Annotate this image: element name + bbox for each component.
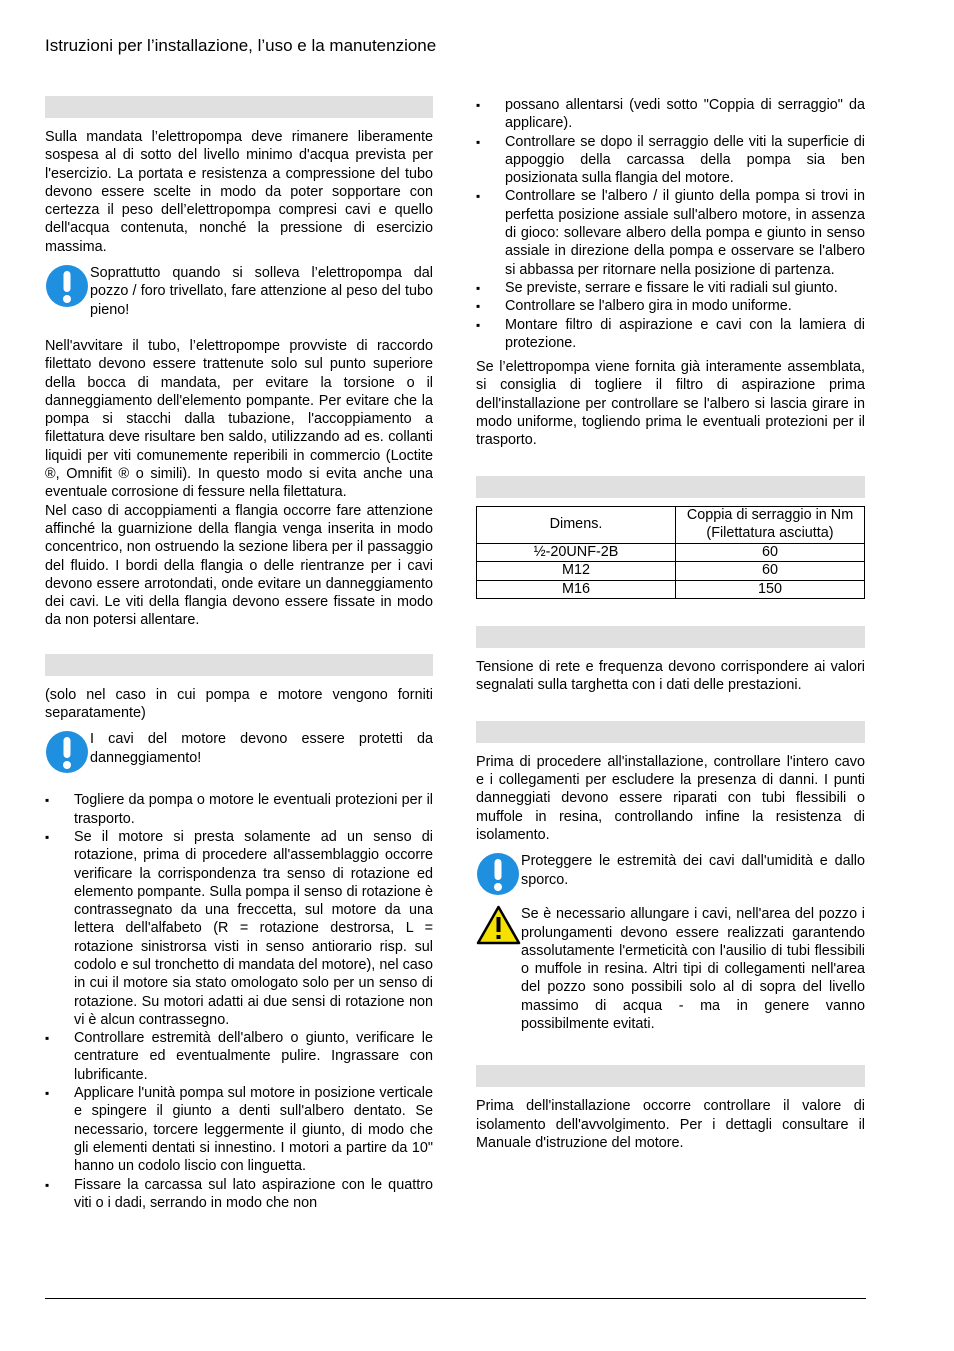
paragraph: Tensione di rete e frequenza devono corrispondere ai valori segnalati sulla targhetta con i dati delle prestazioni.	[476, 659, 865, 694]
list-item: ▪ Controllare estremità dell'albero o giunto, verificare le centrature ed eventualmente pulire. Ingrassare con lubrificante.	[45, 1029, 433, 1084]
page-title: Istruzioni per l’installazione, l’uso e la manutenzione	[45, 36, 437, 55]
bullet-list	[45, 791, 433, 1212]
bullet-list	[476, 96, 865, 352]
section-bar-4	[476, 626, 865, 648]
section-bar-6	[476, 1065, 865, 1087]
left-column	[45, 96, 433, 1212]
table-cell: 150	[676, 580, 865, 599]
warning-triangle-icon	[476, 905, 521, 950]
warning-note	[476, 905, 865, 1033]
table-cell: 60	[676, 543, 865, 562]
exclamation-info-icon	[45, 264, 90, 309]
paragraph: Prima di procedere all'installazione, controllare l'intero cavo e i collegamenti per escludere la presenza di danni. I punti danneggiati devono essere riparati con tubi flessibili o muffole in resina, controllando infine la resistenza di isolamento.	[476, 753, 865, 843]
list-item: ▪ Controllare se l'albero gira in modo uniforme.	[476, 297, 865, 315]
table-cell: M16	[477, 580, 676, 599]
exclamation-info-icon	[45, 730, 90, 775]
list-item: ▪ Montare filtro di aspirazione e cavi con la lamiera di protezione.	[476, 316, 865, 353]
note-text: Soprattutto quando si solleva l’elettropompa dal pozzo / foro trivellato, fare attenzione al peso del tubo pieno!	[90, 265, 433, 318]
note-text: I cavi del motore devono essere protetti da danneggiamento!	[90, 731, 433, 766]
list-item: ▪ Togliere da pompa o motore le eventuali protezioni per il trasporto.	[45, 791, 433, 828]
table-cell: 60	[676, 562, 865, 581]
table-header-cell: Coppia di serraggio in Nm (Filettatura asciutta)	[676, 506, 865, 543]
paragraph: Prima dell'installazione occorre controllare il valore di isolamento dell'avvolgimento. Per i dettagli consultare il Manuale d'istruzione del motore.	[476, 1098, 865, 1151]
right-column	[476, 96, 865, 1152]
table-cell: M12	[477, 562, 676, 581]
footer-rule	[45, 1298, 866, 1299]
table-row	[477, 543, 865, 562]
list-item: ▪ Se previste, serrare e fissare le viti radiali sul giunto.	[476, 279, 865, 297]
continued-text: possano allentarsi (vedi sotto "Coppia di serraggio" da applicare).	[505, 97, 865, 132]
note-text: Se è necessario allungare i cavi, nell'area del pozzo i prolungamenti devono essere realizzati garantendo assolutamente l'ermeticità con l'ausilio di tubi flessibili o muffole in resina. Altri tipi di collegamenti nell'area del pozzo sono possibili solo al di sopra del livello massimo di acqua - ma in genere vanno possibilmente evitati.	[521, 906, 865, 1032]
paragraph: Sulla mandata l’elettropompa deve rimanere liberamente sospesa al di sotto del livello minimo d'acqua prevista per l'esercizio. La portata e resistenza a compressione del tubo devono essere scelte in modo da poter sopportare con certezza il peso dell’elettropompa compresi cavi e quello dell'acqua contenuta, nonché la pressione di esercizio massima.	[45, 129, 433, 255]
table-row	[477, 562, 865, 581]
table-cell: ½-20UNF-2B	[477, 543, 676, 562]
table-header-cell: Dimens.	[477, 506, 676, 543]
torque-table	[476, 506, 865, 600]
exclamation-info-icon	[476, 852, 521, 897]
info-note	[45, 730, 433, 775]
section-bar-1	[45, 96, 433, 118]
paragraph: Nell'avvitare il tubo, l’elettropompe provviste di raccordo filettato devono essere trattenute solo sul punto superiore della bocca di mandata, per evitare la torsione o il danneggiamento dell'elemento pompante. Per evitare che la pompa si stacchi dalla tubazione, l'accoppiamento a filettatura deve risultare ben saldo, utilizzando ad es. collanti liquidi per viti comunemente reperibili in commercio (Loctite ®, Omnifit ® o simili). In questo modo si evita anche una eventuale corrosione di fessure nella filettatura.	[45, 337, 433, 501]
paragraph: Nel caso di accoppiamenti a flangia occorre fare attenzione affinché la guarnizione della flangia venga inserita in modo concentrico, non ostruendo la sezione libera per il passaggio del fluido. I bordi della flangia o delle rientranze per i cavi devono essere arrotondati, onde evitare un danneggiamento dei cavi. Le viti della flangia devono essere fissate in modo da non potersi allentare.	[45, 502, 433, 629]
section-bar-3	[476, 476, 865, 498]
list-item-continued	[476, 96, 865, 133]
list-item: ▪ Applicare l'unità pompa sul motore in posizione verticale e spingere il giunto a denti sull'albero dentato. Se necessario, torcere leggermente il giunto, di modo che gli elementi dentati si innestino. I motori a partire da 10" hanno un codolo liscio con linguetta.	[45, 1084, 433, 1175]
info-note	[45, 264, 433, 319]
list-item: ▪ Se il motore si presta solamente ad un senso di rotazione, prima di procedere all'assemblaggio occorre verificare la corrispondenza tra senso di rotazione ed elemento pompante. Sulla pompa il senso di rotazione è contrassegnato da una freccetta, sul motore da una lettera dell'alfabeto (R = rotazione destrorsa, L = rotazione sinistrorsa visti in senso antiorario risp. sul codolo e sul tronchetto di mandata del motore), nel caso in cui il motore sia stato omologato solo per un senso di rotazione. Su motori adatti ai due sensi di rotazione non vi è alcun contrassegno.	[45, 828, 433, 1029]
section-bar-2	[45, 654, 433, 676]
paragraph: (solo nel caso in cui pompa e motore vengono forniti separatamente)	[45, 686, 433, 722]
list-item: ▪ Fissare la carcassa sul lato aspirazione con le quattro viti o i dadi, serrando in modo che non	[45, 1176, 433, 1213]
note-text: Proteggere le estremità dei cavi dall'umidità e dallo sporco.	[521, 853, 865, 888]
table-header-row	[477, 506, 865, 543]
paragraph: Se l’elettropompa viene fornita già interamente assemblata, si consiglia di togliere il filtro di aspirazione prima dell'installazione per controllare se l'albero si lascia girare in modo uniforme, togliendo prima le eventuali protezioni per il trasporto.	[476, 359, 865, 449]
list-item: ▪ Controllare se l'albero / il giunto della pompa si trovi in perfetta posizione assiale sull'albero motore, in assenza di gioco: sollevare albero della pompa e giunto in senso assiale in direzione della pompa e osservare se l'albero si abbassa per ritornare nella posizione di partenza.	[476, 187, 865, 278]
info-note	[476, 852, 865, 897]
list-item: ▪ Controllare se dopo il serraggio delle viti la superficie di appoggio della carcassa della pompa sia ben posizionata sulla flangia del motore.	[476, 133, 865, 188]
table-row	[477, 580, 865, 599]
section-bar-5	[476, 721, 865, 743]
